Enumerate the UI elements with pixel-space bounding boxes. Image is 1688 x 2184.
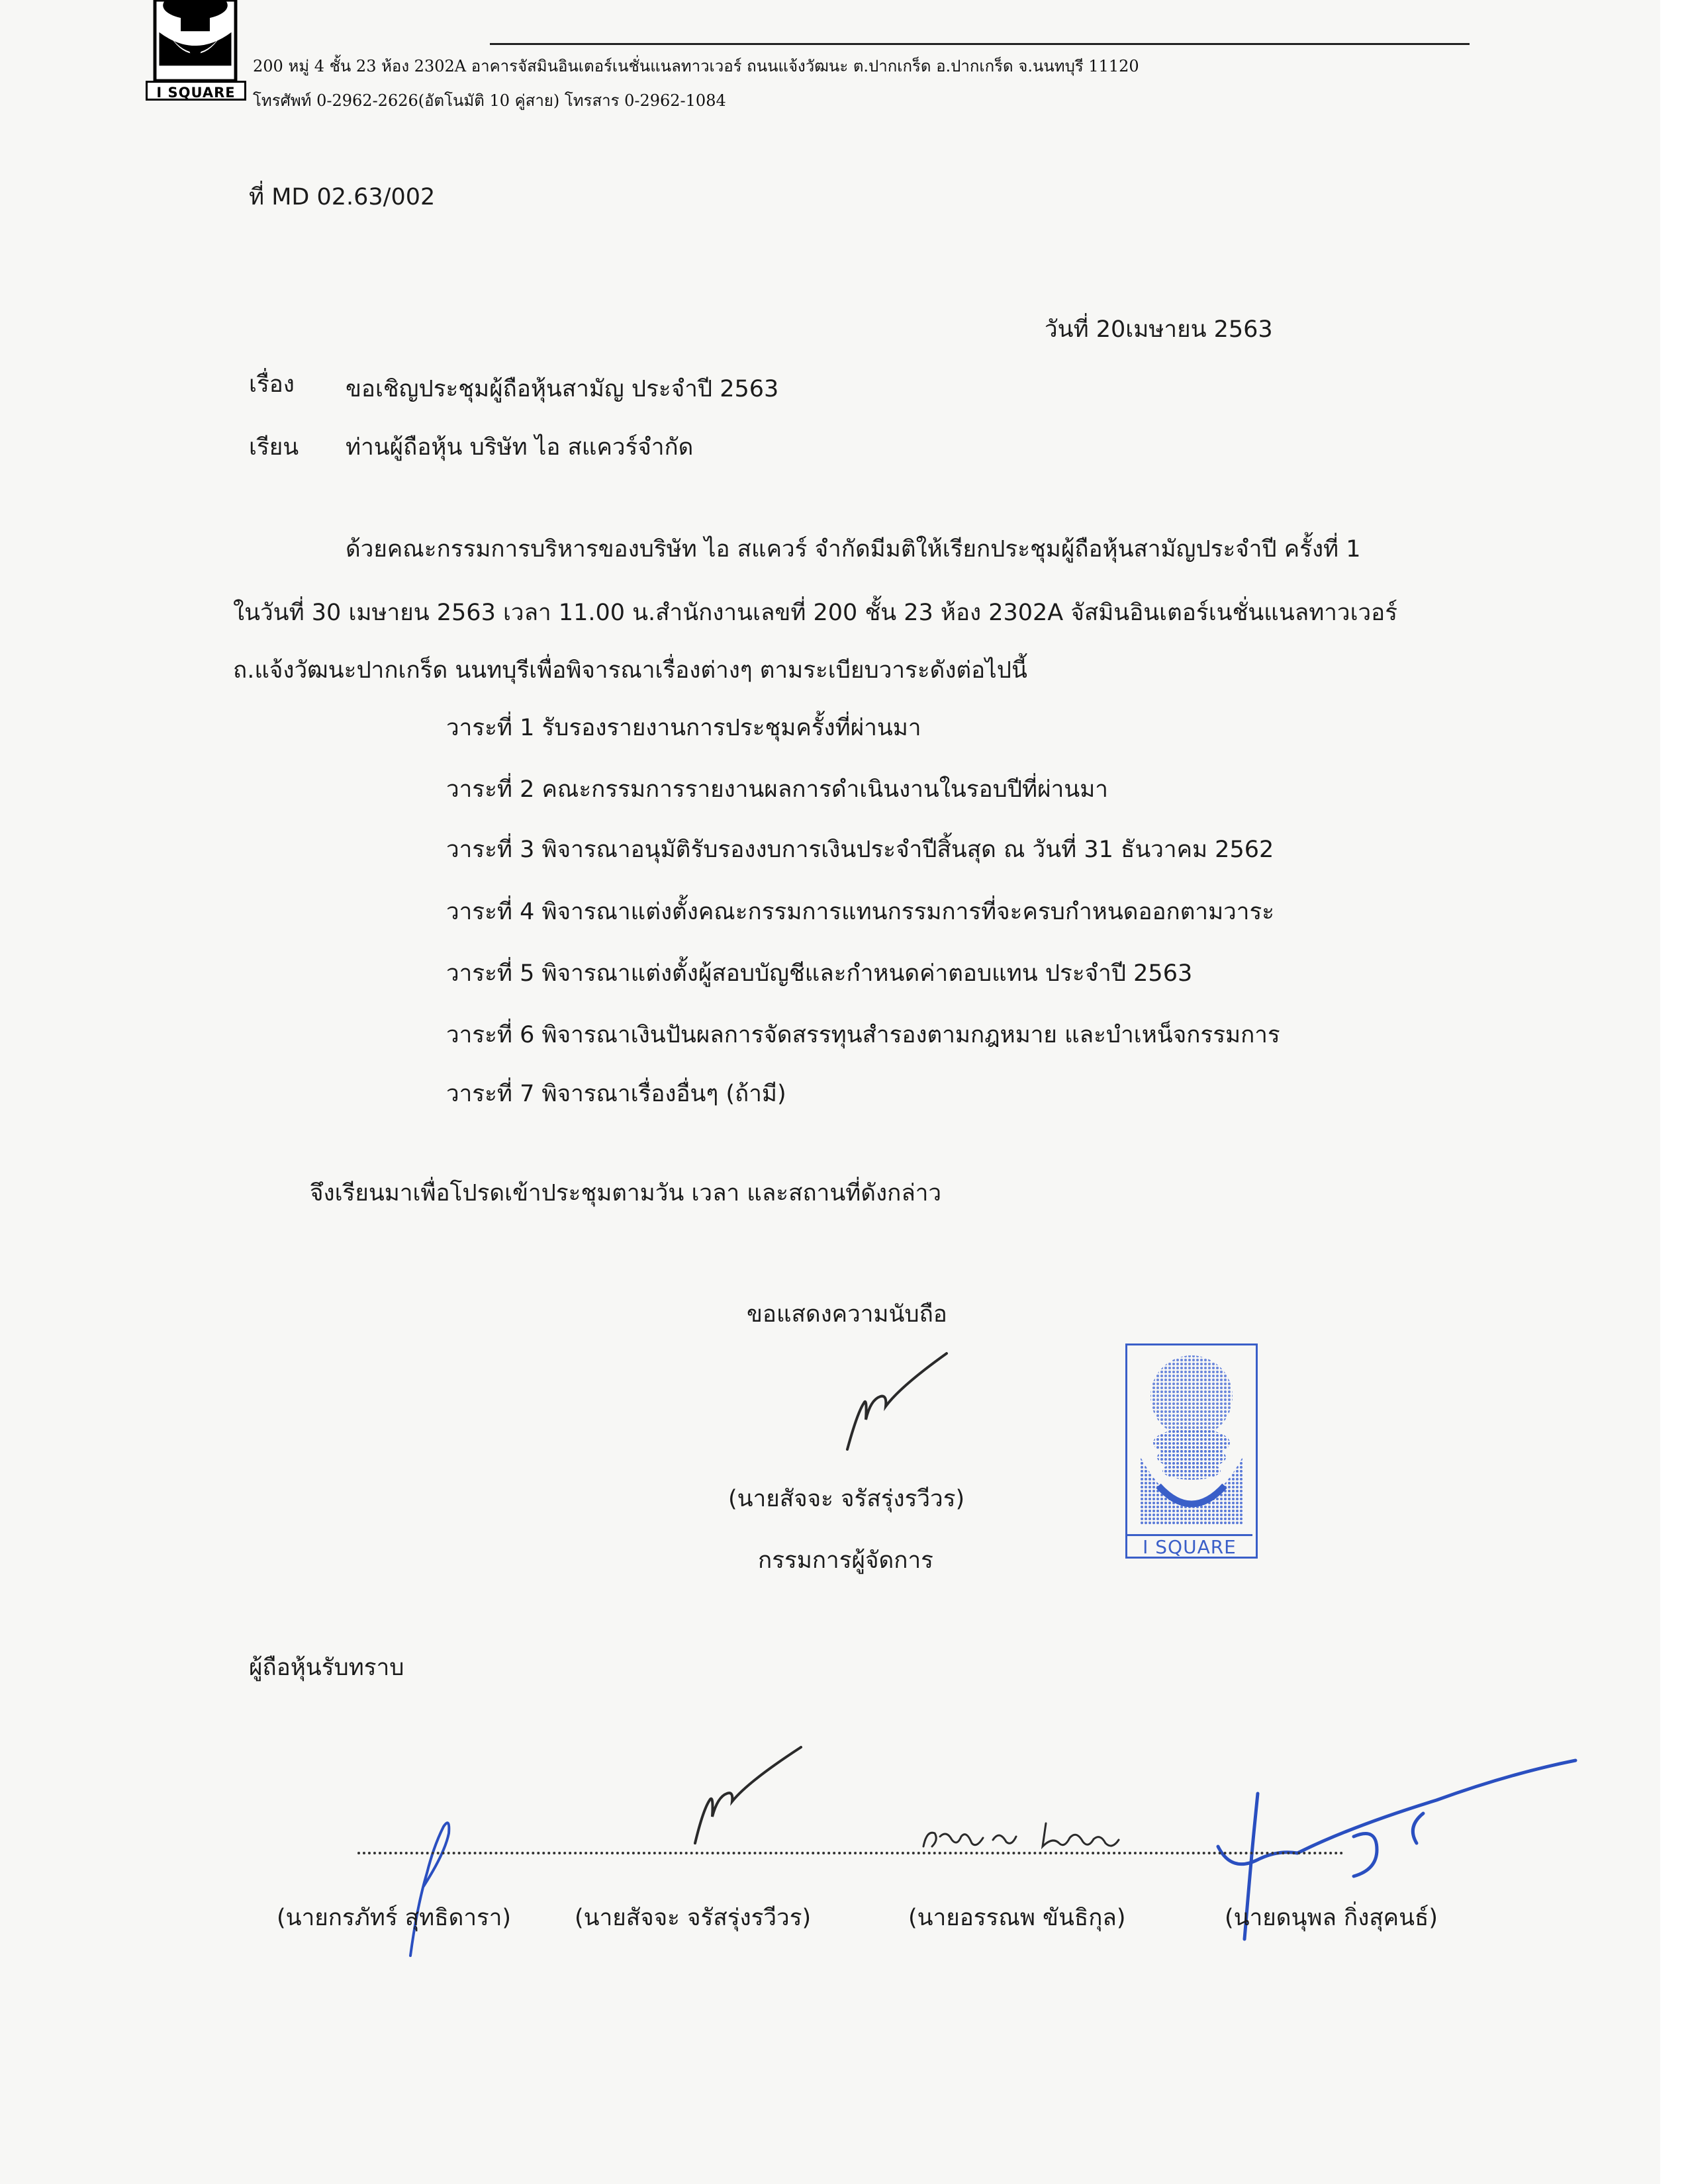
agenda-item: วาระที่ 5 พิจารณาแต่งตั้งผู้สอบบัญชีและกำหนดค่าตอบแทน ประจำปี 2563 [446, 960, 1193, 987]
logo-label: I SQUARE [146, 81, 246, 101]
sign-off: ขอแสดงความนับถือ [747, 1301, 947, 1328]
acknowledged-label: ผู้ถือหุ้นรับทราบ [249, 1655, 404, 1681]
handwritten-signature [688, 1727, 808, 1846]
shareholder-name: (นายดนุพล กิ่งสุคนธ์) [1225, 1905, 1438, 1931]
agenda-item: วาระที่ 2 คณะกรรมการรายงานผลการดำเนินงานในรอบปีที่ผ่านมา [446, 776, 1108, 803]
agenda-item: วาระที่ 3 พิจารณาอนุมัติรับรองงบการเงินประจำปีสิ้นสุด ณ วันที่ 31 ธันวาคม 2562 [446, 837, 1274, 863]
stamp-logo [1132, 1350, 1251, 1532]
company-address: 200 หมู่ 4 ชั้น 23 ห้อง 2302A อาคารจัสมินอินเตอร์เนชั่นแนลทาวเวอร์ ถนนแจ้งวัฒนะ ต.ปากเกร็ด อ.ปากเกร็ด จ.นนทบุรี 11120 [253, 57, 1139, 75]
page-edge [1660, 0, 1688, 2184]
agenda-item: วาระที่ 7 พิจารณาเรื่องอื่นๆ (ถ้ามี) [446, 1081, 786, 1107]
subject-label: เรื่อง [249, 371, 295, 398]
shareholder-name: (นายกรภัทร์ สุทธิดารา) [277, 1905, 512, 1931]
addressee-label: เรียน [249, 434, 299, 461]
handwritten-signature [841, 1334, 960, 1453]
closing-sentence: จึงเรียนมาเพื่อโปรดเข้าประชุมตามวัน เวลา และสถานที่ดังกล่าว [310, 1180, 942, 1206]
stamp-label: I SQUARE [1127, 1534, 1252, 1559]
agenda-item: วาระที่ 1 รับรองรายงานการประชุมครั้งที่ผ่านมา [446, 715, 921, 741]
signature-dotted-line [357, 1852, 1344, 1854]
reference-number: ที่ MD 02.63/002 [249, 184, 436, 210]
handwritten-signature [920, 1810, 1158, 1856]
body-line: ถ.แจ้งวัฒนะปากเกร็ด นนทบุรีเพื่อพิจารณาเรื่องต่างๆ ตามระเบียบวาระดังต่อไปนี้ [233, 657, 1027, 684]
addressee-text: ท่านผู้ถือหุ้น บริษัท ไอ สแควร์จำกัด [346, 434, 694, 461]
letter-date: วันที่ 20เมษายน 2563 [1045, 316, 1273, 343]
company-logo [146, 0, 245, 81]
body-line: ด้วยคณะกรรมการบริหารของบริษัท ไอ สแควร์ จำกัดมีมติให้เรียกประชุมผู้ถือหุ้นสามัญประจำปี ครั้งที่ 1 [346, 536, 1361, 563]
agenda-item: วาระที่ 6 พิจารณาเงินปันผลการจัดสรรทุนสำรองตามกฎหมาย และบำเหน็จกรรมการ [446, 1022, 1280, 1048]
company-phone: โทรศัพท์ 0-2962-2626(อัตโนมัติ 10 คู่สาย) โทรสาร 0-2962-1084 [253, 91, 726, 110]
signer-name: (นายสัจจะ จรัสรุ่งรวีวร) [728, 1486, 965, 1512]
header-rule [490, 43, 1470, 45]
signer-title: กรรมการผู้จัดการ [758, 1547, 933, 1574]
shareholder-name: (นายอรรณพ ขันธิกุล) [908, 1905, 1126, 1931]
shareholder-name: (นายสัจจะ จรัสรุ่งรวีวร) [575, 1905, 812, 1931]
subject-text: ขอเชิญประชุมผู้ถือหุ้นสามัญ ประจำปี 2563 [346, 376, 779, 402]
agenda-item: วาระที่ 4 พิจารณาแต่งตั้งคณะกรรมการแทนกรรมการที่จะครบกำหนดออกตามวาระ [446, 899, 1275, 925]
body-line: ในวันที่ 30 เมษายน 2563 เวลา 11.00 น.สำนักงานเลขที่ 200 ชั้น 23 ห้อง 2302A จัสมินอินเตอร์เนชั่นแนลทาวเวอร์ [233, 600, 1398, 626]
